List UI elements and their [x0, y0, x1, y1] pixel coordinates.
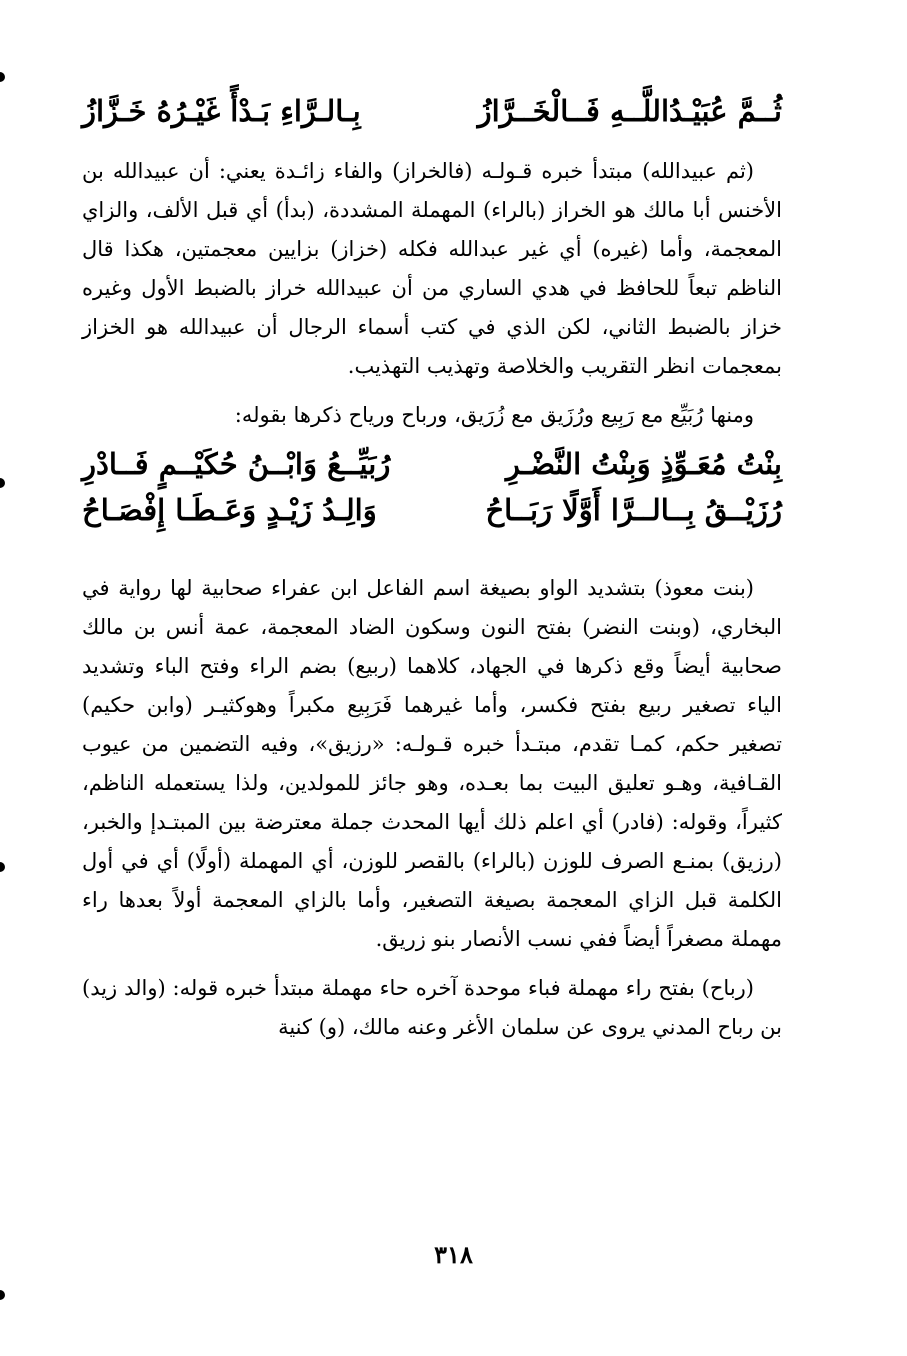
verse-3-first-hemistich: رُزَيْــقُ بِــالــرَّا أَوَّلًا رَبَــاحُ: [485, 493, 782, 527]
margin-mark: [0, 1290, 5, 1300]
margin-mark: [0, 72, 5, 82]
commentary-paragraph-1: (ثم عبيدالله) مبتدأ خبره قـولـه (فالخراز) والفاء زائـدة يعني: أن عبيدالله بن الأخنس أبا مالك هو الخراز (بالراء) المهملة المشددة، (بدأ) أي قبل الألف، والزاي المعجمة، وأما (غيره) أي غير عبدالله فكله (خزاز) بزايين معجمتين، هكذا قال الناظم تبعاً للحافظ في هدي الساري من أن عبيدالله خراز بالضبط الأول وغيره خزاز بالضبط الثاني، لكن الذي في كتب أسماء الرجال أن عبيدالله هو الخزاز بمعجمات انظر التقريب والخلاصة وتهذيب التهذيب.: [82, 159, 782, 378]
verse-1: [82, 88, 782, 134]
verse-1-first-hemistich: ثُــمَّ عُبَيْـدُاللَّــهِ فَــالْخَــرَّازُ: [477, 94, 782, 128]
verse-2-first-hemistich: بِنْتُ مُعَـوِّذٍ وَبِنْتُ النَّضْـرِ: [505, 447, 782, 481]
verse-2-second-hemistich: رُبَيِّــعُ وَابْــنُ حُكَيْــمٍ فَــادْرِ: [82, 447, 391, 481]
page-number: ٣١٨: [434, 1240, 473, 1269]
margin-mark: [0, 862, 5, 872]
verse-3-second-hemistich: وَالِـدُ زَيْـدٍ وَعَـطَـا إِفْصَـاحُ: [82, 493, 377, 527]
commentary-paragraph-2: ومنها رُبَيِّع مع رَبِيع ورُزَيق مع زُرَيق، ورباح ورياح ذكرها بقوله:: [234, 403, 754, 427]
commentary-paragraph-3: (بنت معوذ) بتشديد الواو بصيغة اسم الفاعل ابن عفراء صحابية لها رواية في البخاري، (وبنت النضر) بفتح النون وسكون الضاد المعجمة، عمة أنس بن مالك صحابية أيضاً وقع ذكرها في الجهاد، كلاهما (ربيع) بضم الراء وفتح الباء وتشديد الياء تصغير ربيع بفتح فكسر، وأما غيرهما فَرَبِيع مكبراً وهوكثيـر (وابن حكيم) تصغير حكم، كمـا تقدم، مبتـدأ خبره قـولـه: «رزيق»، وفيه التضمين من عيوب القـافية، وهـو تعليق البيت بما بعـده، وهو جائز للمولدين، ولذا يستعمله الناظم، كثيراً، وقوله: (فادر) أي اعلم ذلك أيها المحدث جملة معترضة بين المبتـدإ والخبر، (رزيق) بمنـع الصرف للوزن (بالراء) بالقصر للوزن، أي المهملة (أولًا) أي في أول الكلمة قبل الزاي المعجمة بصيغة التصغير، وأما بالزاي المعجمة أولاً بعدها راء مهملة مصغراً أيضاً ففي نسب الأنصار بنو زريق.: [82, 576, 782, 951]
verse-3: [82, 487, 782, 533]
verse-1-second-hemistich: بِـالـرَّاءِ بَـدْأً غَيْـرُهُ خَـزَّازُ: [82, 94, 361, 128]
commentary-paragraph-4: (رباح) بفتح راء مهملة فباء موحدة آخره حاء مهملة مبتدأ خبره قوله: (والد زيد) بن رباح المدني يروى عن سلمان الأغر وعنه مالك، (و) كنية: [82, 976, 782, 1039]
verse-2: [82, 441, 782, 487]
margin-mark: [0, 478, 5, 488]
page-body: [82, 88, 782, 1047]
